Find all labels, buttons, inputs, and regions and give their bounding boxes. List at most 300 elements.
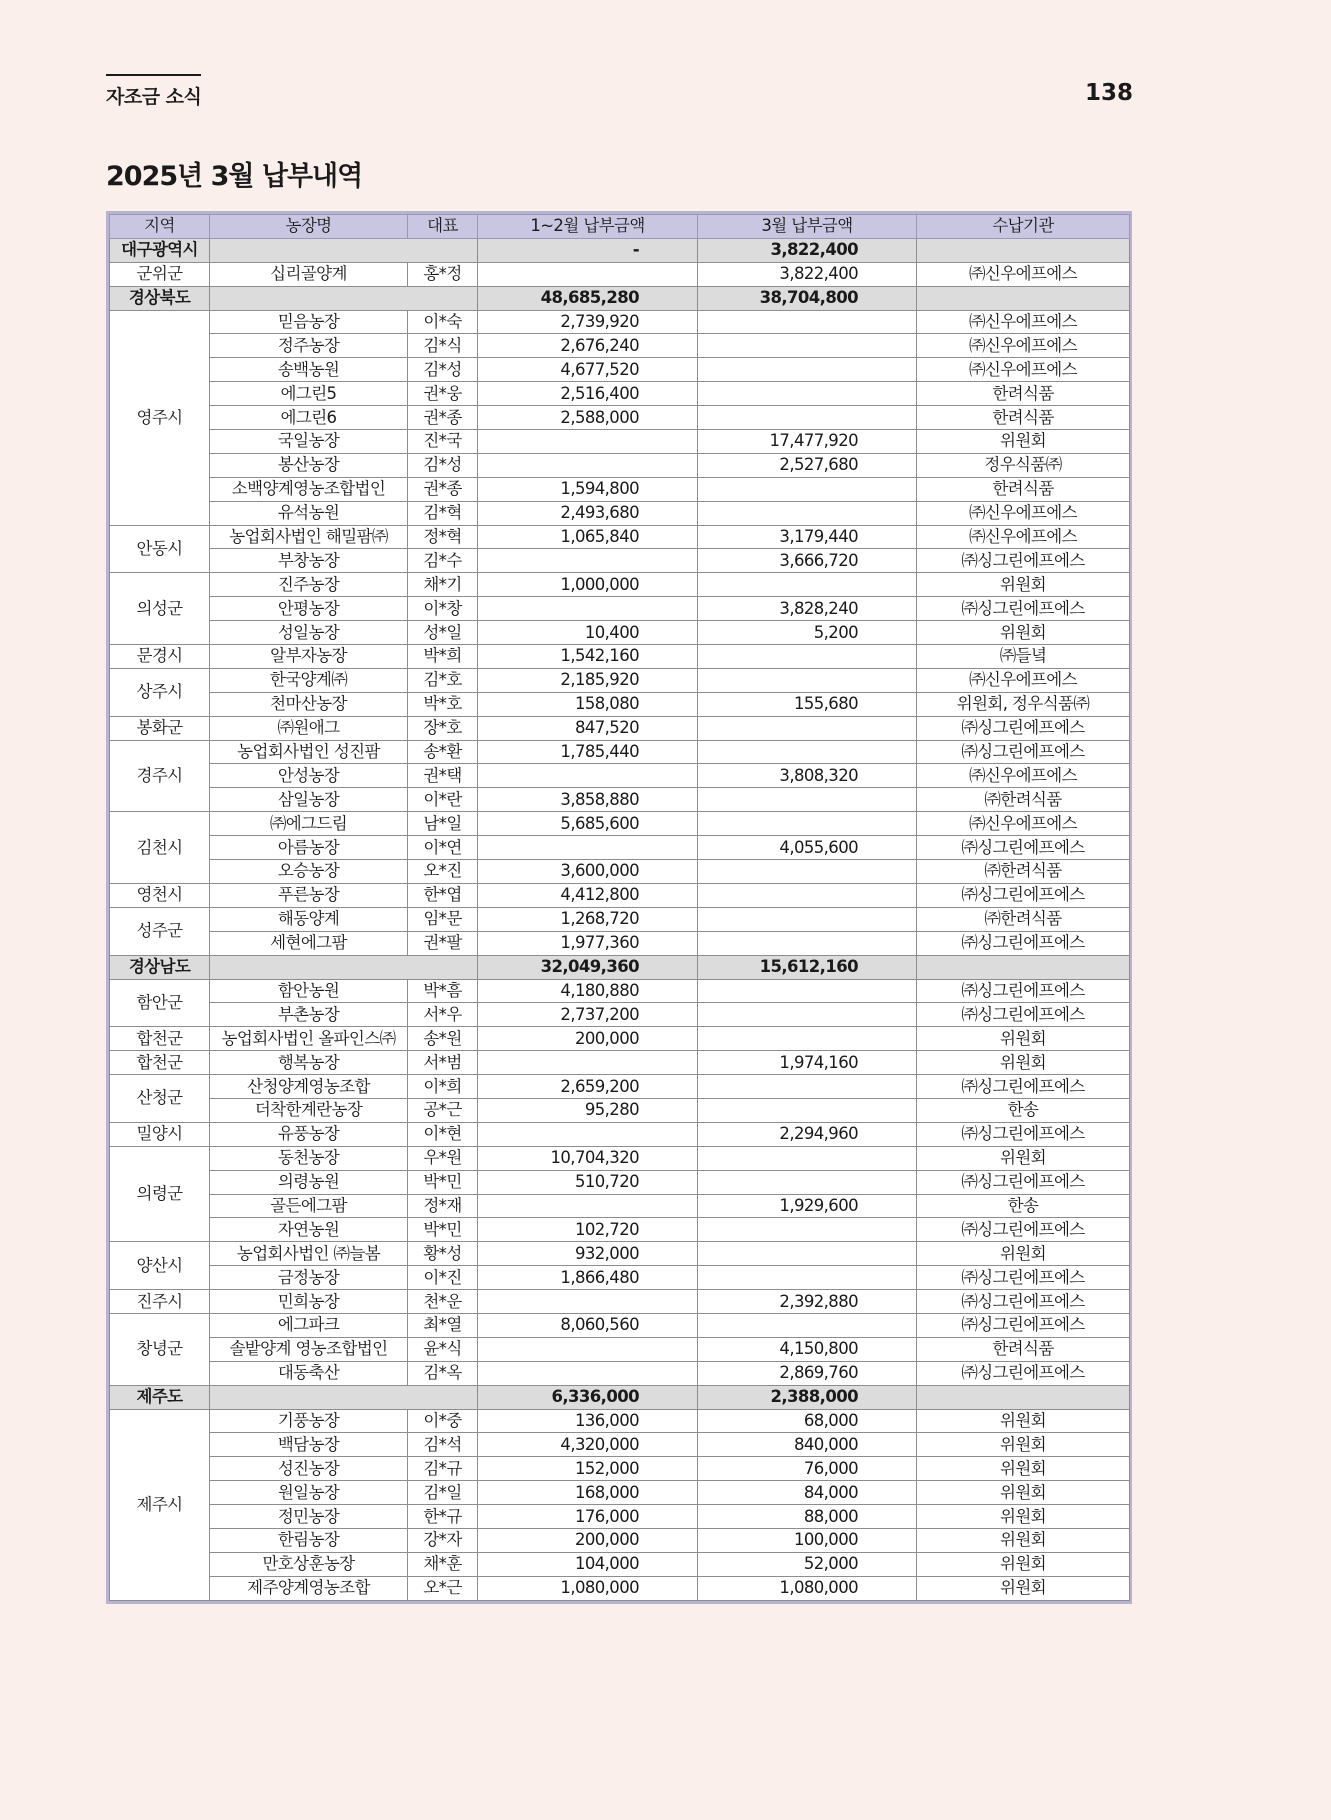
- collecting-agency: 위원회: [917, 1457, 1130, 1481]
- table-row: [110, 907, 1130, 931]
- farm-name: 농업회사법인 성진팜: [210, 740, 408, 764]
- jan-feb-payment: 10,400: [478, 621, 698, 645]
- collecting-agency: 위원회: [917, 573, 1130, 597]
- representative: 정*혁: [408, 525, 478, 549]
- table-row: [110, 692, 1130, 716]
- march-payment: 3,822,400: [698, 262, 917, 286]
- table-row: [110, 1170, 1130, 1194]
- table-row: [110, 573, 1130, 597]
- march-payment: 76,000: [698, 1457, 917, 1481]
- representative: 송*원: [408, 1027, 478, 1051]
- farm-name: 믿음농장: [210, 310, 408, 334]
- region-cell: 함안군: [110, 979, 210, 1027]
- collecting-agency: 위원회: [917, 1433, 1130, 1457]
- province-blank: [210, 1385, 478, 1409]
- region-cell: 봉화군: [110, 716, 210, 740]
- march-payment: [698, 1266, 917, 1290]
- province-jan-feb-total: 48,685,280: [478, 286, 698, 310]
- march-payment: [698, 979, 917, 1003]
- jan-feb-payment: 3,858,880: [478, 788, 698, 812]
- table-row: [110, 812, 1130, 836]
- collecting-agency: 위원회: [917, 1505, 1130, 1529]
- collecting-agency: ㈜싱그린에프에스: [917, 1122, 1130, 1146]
- region-cell: 의령군: [110, 1146, 210, 1242]
- region-cell: 밀양시: [110, 1122, 210, 1146]
- province-row: [110, 1385, 1130, 1409]
- collecting-agency: ㈜싱그린에프에스: [917, 1003, 1130, 1027]
- representative: 진*국: [408, 430, 478, 454]
- march-payment: [698, 1313, 917, 1337]
- farm-name: 한림농장: [210, 1528, 408, 1552]
- table-row: [110, 477, 1130, 501]
- collecting-agency: 위원회: [917, 1481, 1130, 1505]
- representative: 김*수: [408, 549, 478, 573]
- header-farm: 농장명: [210, 215, 408, 239]
- payment-table: [109, 214, 1130, 1601]
- representative: 한*엽: [408, 883, 478, 907]
- march-payment: 88,000: [698, 1505, 917, 1529]
- march-payment: [698, 501, 917, 525]
- march-payment: 4,150,800: [698, 1337, 917, 1361]
- farm-name: 정민농장: [210, 1505, 408, 1529]
- table-row: [110, 501, 1130, 525]
- representative: 박*민: [408, 1170, 478, 1194]
- representative: 채*기: [408, 573, 478, 597]
- collecting-agency: 위원회: [917, 1027, 1130, 1051]
- march-payment: 2,392,880: [698, 1290, 917, 1314]
- representative: 황*성: [408, 1242, 478, 1266]
- farm-name: 기풍농장: [210, 1409, 408, 1433]
- jan-feb-payment: 1,977,360: [478, 931, 698, 955]
- collecting-agency: ㈜싱그린에프에스: [917, 883, 1130, 907]
- jan-feb-payment: 152,000: [478, 1457, 698, 1481]
- representative: 권*택: [408, 764, 478, 788]
- farm-name: 삼일농장: [210, 788, 408, 812]
- farm-name: 십리골양계: [210, 262, 408, 286]
- table-row: [110, 1337, 1130, 1361]
- representative: 권*팔: [408, 931, 478, 955]
- march-payment: 1,929,600: [698, 1194, 917, 1218]
- farm-name: 오승농장: [210, 860, 408, 884]
- collecting-agency: 위원회: [917, 1242, 1130, 1266]
- march-payment: 100,000: [698, 1528, 917, 1552]
- province-jan-feb-total: 6,336,000: [478, 1385, 698, 1409]
- table-row: [110, 430, 1130, 454]
- farm-name: 알부자농장: [210, 645, 408, 669]
- farm-name: 제주양계영농조합: [210, 1576, 408, 1600]
- march-payment: 2,869,760: [698, 1361, 917, 1385]
- farm-name: 세현에그팜: [210, 931, 408, 955]
- farm-name: 부창농장: [210, 549, 408, 573]
- region-cell: 영주시: [110, 310, 210, 525]
- header-region: 지역: [110, 215, 210, 239]
- farm-name: ㈜에그드림: [210, 812, 408, 836]
- jan-feb-payment: [478, 764, 698, 788]
- region-cell: 경주시: [110, 740, 210, 812]
- representative: 권*종: [408, 477, 478, 501]
- jan-feb-payment: 158,080: [478, 692, 698, 716]
- collecting-agency: ㈜신우에프에스: [917, 525, 1130, 549]
- march-payment: 1,974,160: [698, 1051, 917, 1075]
- farm-name: 의령농원: [210, 1170, 408, 1194]
- march-payment: 52,000: [698, 1552, 917, 1576]
- collecting-agency: ㈜신우에프에스: [917, 358, 1130, 382]
- jan-feb-payment: 1,594,800: [478, 477, 698, 501]
- province-agency-blank: [917, 1385, 1130, 1409]
- collecting-agency: 한려식품: [917, 382, 1130, 406]
- jan-feb-payment: 1,065,840: [478, 525, 698, 549]
- table-row: [110, 1003, 1130, 1027]
- collecting-agency: 한송: [917, 1098, 1130, 1122]
- collecting-agency: ㈜싱그린에프에스: [917, 716, 1130, 740]
- collecting-agency: ㈜싱그린에프에스: [917, 1170, 1130, 1194]
- jan-feb-payment: [478, 453, 698, 477]
- jan-feb-payment: [478, 1290, 698, 1314]
- province-march-total: 15,612,160: [698, 955, 917, 979]
- table-row: [110, 1027, 1130, 1051]
- header-agency: 수납기관: [917, 215, 1130, 239]
- table-row: [110, 1576, 1130, 1600]
- march-payment: 5,200: [698, 621, 917, 645]
- province-march-total: 3,822,400: [698, 238, 917, 262]
- march-payment: [698, 1027, 917, 1051]
- collecting-agency: ㈜신우에프에스: [917, 812, 1130, 836]
- jan-feb-payment: 200,000: [478, 1528, 698, 1552]
- farm-name: 해동양계: [210, 907, 408, 931]
- jan-feb-payment: 1,785,440: [478, 740, 698, 764]
- farm-name: 행복농장: [210, 1051, 408, 1075]
- jan-feb-payment: 2,185,920: [478, 668, 698, 692]
- jan-feb-payment: [478, 597, 698, 621]
- jan-feb-payment: 1,000,000: [478, 573, 698, 597]
- farm-name: 농업회사법인 올파인스㈜: [210, 1027, 408, 1051]
- farm-name: 골든에그팜: [210, 1194, 408, 1218]
- collecting-agency: 위원회: [917, 1528, 1130, 1552]
- march-payment: [698, 645, 917, 669]
- march-payment: [698, 788, 917, 812]
- province-march-total: 38,704,800: [698, 286, 917, 310]
- collecting-agency: ㈜신우에프에스: [917, 310, 1130, 334]
- collecting-agency: ㈜한려식품: [917, 788, 1130, 812]
- march-payment: [698, 334, 917, 358]
- table-row: [110, 549, 1130, 573]
- jan-feb-payment: 4,412,800: [478, 883, 698, 907]
- representative: 남*일: [408, 812, 478, 836]
- march-payment: 155,680: [698, 692, 917, 716]
- page-number: 138: [1084, 80, 1133, 106]
- march-payment: [698, 931, 917, 955]
- region-cell: 상주시: [110, 668, 210, 716]
- table-row: [110, 1552, 1130, 1576]
- farm-name: 산청양계영농조합: [210, 1075, 408, 1099]
- farm-name: 안평농장: [210, 597, 408, 621]
- farm-name: 유석농원: [210, 501, 408, 525]
- table-row: [110, 716, 1130, 740]
- representative: 박*호: [408, 692, 478, 716]
- march-payment: 3,666,720: [698, 549, 917, 573]
- province-agency-blank: [917, 238, 1130, 262]
- table-row: [110, 740, 1130, 764]
- header-representative: 대표: [408, 215, 478, 239]
- header-march-payment: 3월 납부금액: [698, 215, 917, 239]
- table-row: [110, 1505, 1130, 1529]
- march-payment: [698, 1242, 917, 1266]
- jan-feb-payment: [478, 1194, 698, 1218]
- farm-name: 국일농장: [210, 430, 408, 454]
- collecting-agency: ㈜싱그린에프에스: [917, 740, 1130, 764]
- jan-feb-payment: [478, 1361, 698, 1385]
- representative: 권*종: [408, 406, 478, 430]
- representative: 이*창: [408, 597, 478, 621]
- table-row: [110, 1051, 1130, 1075]
- collecting-agency: 한려식품: [917, 406, 1130, 430]
- province-agency-blank: [917, 955, 1130, 979]
- march-payment: 840,000: [698, 1433, 917, 1457]
- province-name: 경상남도: [110, 955, 210, 979]
- jan-feb-payment: 4,320,000: [478, 1433, 698, 1457]
- representative: 공*근: [408, 1098, 478, 1122]
- jan-feb-payment: 5,685,600: [478, 812, 698, 836]
- region-cell: 김천시: [110, 812, 210, 884]
- header-jan-feb-payment: 1~2월 납부금액: [478, 215, 698, 239]
- jan-feb-payment: 136,000: [478, 1409, 698, 1433]
- farm-name: 만호상훈농장: [210, 1552, 408, 1576]
- collecting-agency: ㈜싱그린에프에스: [917, 597, 1130, 621]
- table-row: [110, 764, 1130, 788]
- province-name: 경상북도: [110, 286, 210, 310]
- province-jan-feb-total: -: [478, 238, 698, 262]
- farm-name: 민희농장: [210, 1290, 408, 1314]
- representative: 한*규: [408, 1505, 478, 1529]
- representative: 임*문: [408, 907, 478, 931]
- collecting-agency: ㈜한려식품: [917, 907, 1130, 931]
- collecting-agency: ㈜신우에프에스: [917, 334, 1130, 358]
- march-payment: [698, 406, 917, 430]
- province-blank: [210, 238, 478, 262]
- representative: 김*호: [408, 668, 478, 692]
- jan-feb-payment: [478, 262, 698, 286]
- jan-feb-payment: 2,739,920: [478, 310, 698, 334]
- farm-name: 농업회사법인 해밀팜㈜: [210, 525, 408, 549]
- table-row: [110, 931, 1130, 955]
- farm-name: 에그파크: [210, 1313, 408, 1337]
- representative: 김*규: [408, 1457, 478, 1481]
- collecting-agency: ㈜한려식품: [917, 860, 1130, 884]
- table-row: [110, 1194, 1130, 1218]
- march-payment: 68,000: [698, 1409, 917, 1433]
- jan-feb-payment: 1,542,160: [478, 645, 698, 669]
- farm-name: 성진농장: [210, 1457, 408, 1481]
- representative: 정*재: [408, 1194, 478, 1218]
- march-payment: [698, 310, 917, 334]
- jan-feb-payment: 2,659,200: [478, 1075, 698, 1099]
- march-payment: 3,828,240: [698, 597, 917, 621]
- table-row: [110, 1313, 1130, 1337]
- table-body: [110, 238, 1130, 1600]
- representative: 박*희: [408, 645, 478, 669]
- representative: 김*식: [408, 334, 478, 358]
- table-row: [110, 1457, 1130, 1481]
- jan-feb-payment: 510,720: [478, 1170, 698, 1194]
- table-row: [110, 836, 1130, 860]
- table-row: [110, 406, 1130, 430]
- jan-feb-payment: 1,866,480: [478, 1266, 698, 1290]
- representative: 천*운: [408, 1290, 478, 1314]
- jan-feb-payment: 2,588,000: [478, 406, 698, 430]
- farm-name: 아름농장: [210, 836, 408, 860]
- jan-feb-payment: 847,520: [478, 716, 698, 740]
- farm-name: 농업회사법인 ㈜늘봄: [210, 1242, 408, 1266]
- table-row: [110, 860, 1130, 884]
- representative: 이*연: [408, 836, 478, 860]
- representative: 서*범: [408, 1051, 478, 1075]
- march-payment: [698, 477, 917, 501]
- collecting-agency: ㈜싱그린에프에스: [917, 549, 1130, 573]
- farm-name: 에그린6: [210, 406, 408, 430]
- region-cell: 합천군: [110, 1027, 210, 1051]
- table-row: [110, 979, 1130, 1003]
- march-payment: [698, 1146, 917, 1170]
- representative: 강*자: [408, 1528, 478, 1552]
- representative: 이*숙: [408, 310, 478, 334]
- representative: 이*란: [408, 788, 478, 812]
- region-cell: 의성군: [110, 573, 210, 645]
- region-cell: 창녕군: [110, 1313, 210, 1385]
- representative: 김*일: [408, 1481, 478, 1505]
- region-cell: 산청군: [110, 1075, 210, 1123]
- representative: 우*원: [408, 1146, 478, 1170]
- farm-name: 소백양계영농조합법인: [210, 477, 408, 501]
- representative: 이*희: [408, 1075, 478, 1099]
- representative: 오*근: [408, 1576, 478, 1600]
- region-cell: 군위군: [110, 262, 210, 286]
- collecting-agency: 한려식품: [917, 477, 1130, 501]
- march-payment: 2,527,680: [698, 453, 917, 477]
- march-payment: [698, 1003, 917, 1027]
- jan-feb-payment: 2,516,400: [478, 382, 698, 406]
- farm-name: 유풍농장: [210, 1122, 408, 1146]
- farm-name: 자연농원: [210, 1218, 408, 1242]
- collecting-agency: ㈜싱그린에프에스: [917, 931, 1130, 955]
- collecting-agency: ㈜신우에프에스: [917, 262, 1130, 286]
- collecting-agency: ㈜싱그린에프에스: [917, 1313, 1130, 1337]
- table-row: [110, 1409, 1130, 1433]
- farm-name: 한국양계㈜: [210, 668, 408, 692]
- march-payment: 4,055,600: [698, 836, 917, 860]
- collecting-agency: ㈜싱그린에프에스: [917, 1075, 1130, 1099]
- jan-feb-payment: 176,000: [478, 1505, 698, 1529]
- march-payment: [698, 358, 917, 382]
- farm-name: 푸른농장: [210, 883, 408, 907]
- representative: 홍*정: [408, 262, 478, 286]
- representative: 박*민: [408, 1218, 478, 1242]
- jan-feb-payment: [478, 1051, 698, 1075]
- province-row: [110, 955, 1130, 979]
- table-row: [110, 1266, 1130, 1290]
- province-march-total: 2,388,000: [698, 1385, 917, 1409]
- jan-feb-payment: 1,080,000: [478, 1576, 698, 1600]
- farm-name: 에그린5: [210, 382, 408, 406]
- march-payment: 1,080,000: [698, 1576, 917, 1600]
- collecting-agency: 위원회: [917, 621, 1130, 645]
- province-name: 제주도: [110, 1385, 210, 1409]
- representative: 최*열: [408, 1313, 478, 1337]
- jan-feb-payment: 2,493,680: [478, 501, 698, 525]
- march-payment: 84,000: [698, 1481, 917, 1505]
- march-payment: [698, 812, 917, 836]
- table-row: [110, 382, 1130, 406]
- jan-feb-payment: 200,000: [478, 1027, 698, 1051]
- march-payment: 3,808,320: [698, 764, 917, 788]
- jan-feb-payment: [478, 430, 698, 454]
- province-blank: [210, 955, 478, 979]
- farm-name: 진주농장: [210, 573, 408, 597]
- march-payment: [698, 860, 917, 884]
- region-cell: 합천군: [110, 1051, 210, 1075]
- table-row: [110, 668, 1130, 692]
- march-payment: 17,477,920: [698, 430, 917, 454]
- farm-name: 더착한계란농장: [210, 1098, 408, 1122]
- collecting-agency: 위원회: [917, 1146, 1130, 1170]
- region-cell: 안동시: [110, 525, 210, 573]
- table-row: [110, 621, 1130, 645]
- jan-feb-payment: 2,676,240: [478, 334, 698, 358]
- province-name: 대구광역시: [110, 238, 210, 262]
- representative: 채*훈: [408, 1552, 478, 1576]
- collecting-agency: ㈜싱그린에프에스: [917, 1290, 1130, 1314]
- jan-feb-payment: 4,180,880: [478, 979, 698, 1003]
- table-row: [110, 597, 1130, 621]
- march-payment: [698, 716, 917, 740]
- table-row: [110, 1146, 1130, 1170]
- collecting-agency: 위원회: [917, 1552, 1130, 1576]
- table-row: [110, 1528, 1130, 1552]
- representative: 장*호: [408, 716, 478, 740]
- table-row: [110, 1122, 1130, 1146]
- collecting-agency: 위원회: [917, 1409, 1130, 1433]
- representative: 김*옥: [408, 1361, 478, 1385]
- region-cell: 문경시: [110, 645, 210, 669]
- march-payment: [698, 1075, 917, 1099]
- representative: 윤*식: [408, 1337, 478, 1361]
- table-row: [110, 262, 1130, 286]
- table-row: [110, 453, 1130, 477]
- march-payment: [698, 883, 917, 907]
- jan-feb-payment: 932,000: [478, 1242, 698, 1266]
- farm-name: 대동축산: [210, 1361, 408, 1385]
- jan-feb-payment: [478, 549, 698, 573]
- jan-feb-payment: 1,268,720: [478, 907, 698, 931]
- representative: 성*일: [408, 621, 478, 645]
- province-row: [110, 286, 1130, 310]
- province-agency-blank: [917, 286, 1130, 310]
- collecting-agency: 위원회, 정우식품㈜: [917, 692, 1130, 716]
- collecting-agency: 한려식품: [917, 1337, 1130, 1361]
- jan-feb-payment: 168,000: [478, 1481, 698, 1505]
- farm-name: 동천농장: [210, 1146, 408, 1170]
- march-payment: [698, 573, 917, 597]
- table-row: [110, 334, 1130, 358]
- farm-name: 솔밭양계 영농조합법인: [210, 1337, 408, 1361]
- jan-feb-payment: 95,280: [478, 1098, 698, 1122]
- table-row: [110, 1242, 1130, 1266]
- march-payment: [698, 1098, 917, 1122]
- collecting-agency: 한송: [917, 1194, 1130, 1218]
- farm-name: 성일농장: [210, 621, 408, 645]
- jan-feb-payment: [478, 1122, 698, 1146]
- representative: 이*현: [408, 1122, 478, 1146]
- march-payment: [698, 740, 917, 764]
